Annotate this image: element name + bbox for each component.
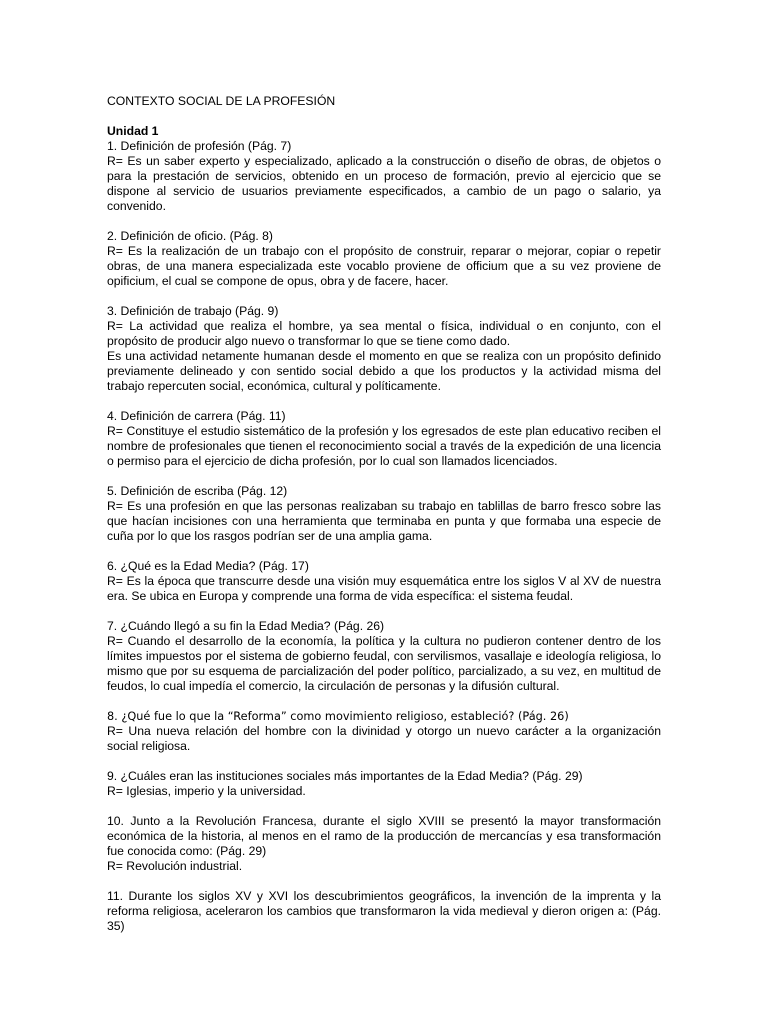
question-text: 11. Durante los siglos XV y XVI los descubrimientos geográficos, la invención de la imprenta y la reforma religiosa, aceleraron los cambios que transformaron la vida medieval y dieron origen a: (Pág. 35) [107, 889, 661, 933]
answer-text: R= Revolución industrial. [107, 859, 243, 873]
question-text: 5. Definición de escriba (Pág. 12) [107, 484, 288, 498]
document-page [107, 94, 661, 949]
question-text: 3. Definición de trabajo (Pág. 9) [107, 304, 279, 318]
qa-item-10 [107, 814, 661, 874]
qa-item-3 [107, 304, 661, 394]
answer-text: R= Es un saber experto y especializado, aplicado a la construcción o diseño de obras, de objetos o para la prestación de servicios, obtenido en un proceso de formación, previo al ejercicio que se dispone al servicio de usuarios previamente especificados, a cambio de un pago o salario, ya convenido. [107, 154, 661, 213]
answer-text: R= Iglesias, imperio y la universidad. [107, 784, 306, 798]
answer-text-continued: Es una actividad netamente humanan desde el momento en que se realiza con un propósito definido previamente delineado y con sentido social debido a que los productos y la actividad misma del trabajo repercuten social, económica, cultural y políticamente. [107, 349, 661, 393]
qa-item-6 [107, 559, 661, 604]
question-text: 9. ¿Cuáles eran las instituciones sociales más importantes de la Edad Media? (Pág. 29) [107, 769, 583, 783]
question-text: 1. Definición de profesión (Pág. 7) [107, 139, 292, 153]
answer-text: R= Cuando el desarrollo de la economía, la política y la cultura no pudieron contener dentro de los límites impuestos por el sistema de gobierno feudal, con servilismos, vasallaje e ideología religiosa, lo mismo que por su esquema de parcialización del poder político, parcializado, a su vez, en multitud de feudos, lo cual impedía el comercio, la circulación de personas y la difusión cultural. [107, 634, 661, 693]
qa-item-11 [107, 889, 661, 934]
document-title: CONTEXTO SOCIAL DE LA PROFESIÓN [107, 94, 336, 108]
question-text: 8. ¿Qué fue lo que la “Reforma” como movimiento religioso, estableció? (Pág. 26) [107, 710, 569, 723]
qa-item-8 [107, 709, 661, 754]
answer-text: R= Una nueva relación del hombre con la divinidad y otorgo un nuevo carácter a la organización social religiosa. [107, 724, 661, 753]
qa-item-2 [107, 229, 661, 289]
qa-item-4 [107, 409, 661, 469]
question-text: 2. Definición de oficio. (Pág. 8) [107, 229, 273, 243]
qa-item-9 [107, 769, 661, 799]
qa-item-5 [107, 484, 661, 544]
answer-text: R= Es una profesión en que las personas realizaban su trabajo en tablillas de barro fresco sobre las que hacían incisiones con una herramienta que terminaba en punta y que formaba una especie de cuña por lo que los rasgos podrían ser de una amplia gama. [107, 499, 661, 543]
qa-item-1 [107, 139, 661, 214]
unit-heading: Unidad 1 [107, 124, 159, 138]
question-text: 7. ¿Cuándo llegó a su fin la Edad Media? (Pág. 26) [107, 619, 385, 633]
question-text: 4. Definición de carrera (Pág. 11) [107, 409, 286, 423]
answer-text: R= Es la realización de un trabajo con el propósito de construir, reparar o mejorar, copiar o repetir obras, de una manera especializada este vocablo proviene de officium que a su vez proviene de opificium, el cual se compone de opus, obra y de facere, hacer. [107, 244, 661, 288]
question-text: 10. Junto a la Revolución Francesa, durante el siglo XVIII se presentó la mayor transformación económica de la historia, al menos en el ramo de la producción de mercancías y esa transformación fue conocida como: (Pág. 29) [107, 814, 661, 858]
answer-text: R= La actividad que realiza el hombre, ya sea mental o física, individual o en conjunto, con el propósito de producir algo nuevo o transformar lo que se tiene como dado. [107, 319, 661, 348]
question-text: 6. ¿Qué es la Edad Media? (Pág. 17) [107, 559, 309, 573]
answer-text: R= Es la época que transcurre desde una visión muy esquemática entre los siglos V al XV de nuestra era. Se ubica en Europa y comprende una forma de vida específica: el sistema feudal. [107, 574, 661, 603]
qa-item-7 [107, 619, 661, 694]
answer-text: R= Constituye el estudio sistemático de la profesión y los egresados de este plan educativo reciben el nombre de profesionales que tienen el reconocimiento social a través de la expedición de una licencia o permiso para el ejercicio de dicha profesión, por lo cual son llamados licenciados. [107, 424, 661, 468]
